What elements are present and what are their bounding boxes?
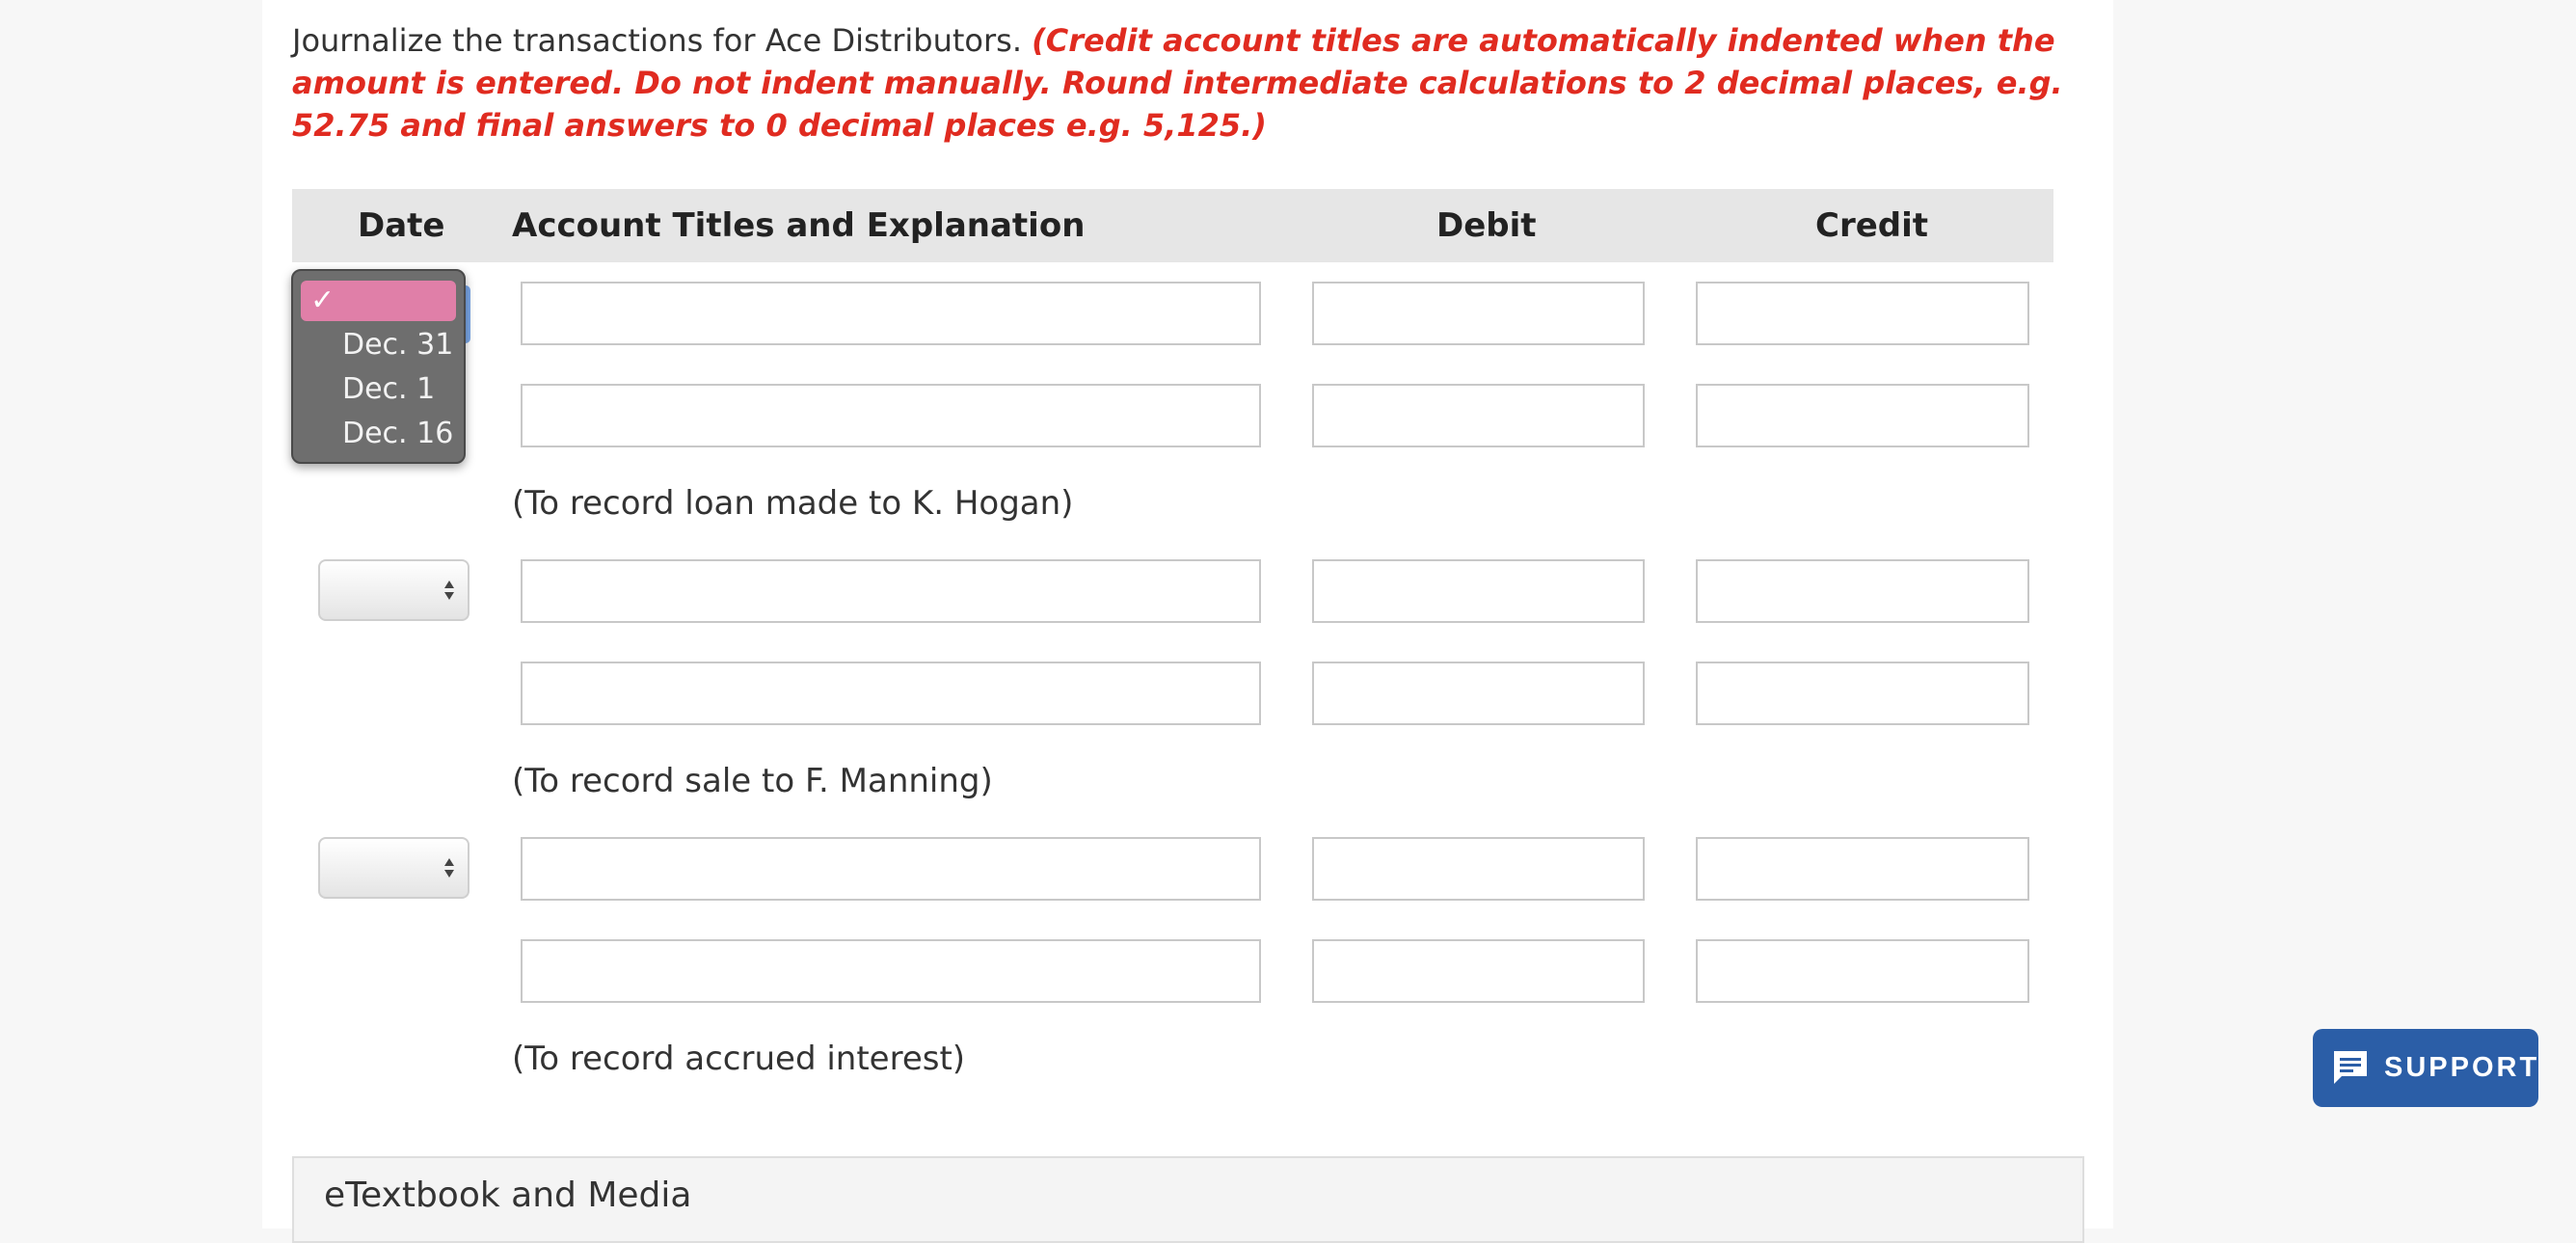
account-input-2-2[interactable] <box>521 662 1261 725</box>
debit-input-2-2[interactable] <box>1312 662 1645 725</box>
etextbook-label: eTextbook and Media <box>324 1175 692 1215</box>
account-input-3-1[interactable] <box>521 837 1261 901</box>
credit-input-2-2[interactable] <box>1696 662 2029 725</box>
credit-input-1-2[interactable] <box>1696 384 2029 447</box>
account-input-1-2[interactable] <box>521 384 1261 447</box>
credit-input-1-1[interactable] <box>1696 282 2029 345</box>
credit-input-3-2[interactable] <box>1696 939 2029 1003</box>
explanation-2: (To record sale to F. Manning) <box>512 762 993 800</box>
header-date: Date <box>358 206 445 245</box>
support-label: SUPPORT <box>2384 1052 2540 1083</box>
date-dropdown-menu[interactable] <box>291 269 466 464</box>
date-select-1-focus <box>466 285 470 343</box>
account-input-1-1[interactable] <box>521 282 1261 345</box>
date-option-dec-16[interactable]: Dec. 16 <box>342 417 454 450</box>
date-option-dec-31[interactable]: Dec. 31 <box>342 328 454 362</box>
select-arrows-icon <box>443 576 456 605</box>
explanation-1: (To record loan made to K. Hogan) <box>512 484 1074 523</box>
instructions <box>292 19 2085 147</box>
checkmark-icon: ✓ <box>310 284 335 317</box>
account-input-3-2[interactable] <box>521 939 1261 1003</box>
chat-icon <box>2330 1047 2371 1088</box>
instructions-text: Journalize the transactions for Ace Distributors. <box>292 22 1033 59</box>
debit-input-2-1[interactable] <box>1312 559 1645 623</box>
select-arrows-icon <box>443 853 456 882</box>
header-account: Account Titles and Explanation <box>512 206 1086 245</box>
header-debit: Debit <box>1436 206 1537 245</box>
etextbook-panel[interactable] <box>292 1156 2084 1243</box>
journal-table-header <box>292 189 2053 262</box>
debit-input-3-2[interactable] <box>1312 939 1645 1003</box>
support-button[interactable] <box>2313 1029 2538 1107</box>
debit-input-1-2[interactable] <box>1312 384 1645 447</box>
date-select-2[interactable] <box>318 559 470 621</box>
debit-input-1-1[interactable] <box>1312 282 1645 345</box>
date-option-blank[interactable] <box>301 281 456 321</box>
header-credit: Credit <box>1815 206 1929 245</box>
account-input-2-1[interactable] <box>521 559 1261 623</box>
explanation-3: (To record accrued interest) <box>512 1040 966 1078</box>
debit-input-3-1[interactable] <box>1312 837 1645 901</box>
date-option-dec-1[interactable]: Dec. 1 <box>342 372 436 406</box>
instructions-emphasis: (Credit account titles are automatically indented when the amount is entered. Do not indent manually. Round intermediate calculations to 2 decimal places, e.g. 52.75 and final answers to 0 decimal places e.g. 5,125.) <box>292 22 2063 144</box>
credit-input-3-1[interactable] <box>1696 837 2029 901</box>
credit-input-2-1[interactable] <box>1696 559 2029 623</box>
date-select-3[interactable] <box>318 837 470 899</box>
